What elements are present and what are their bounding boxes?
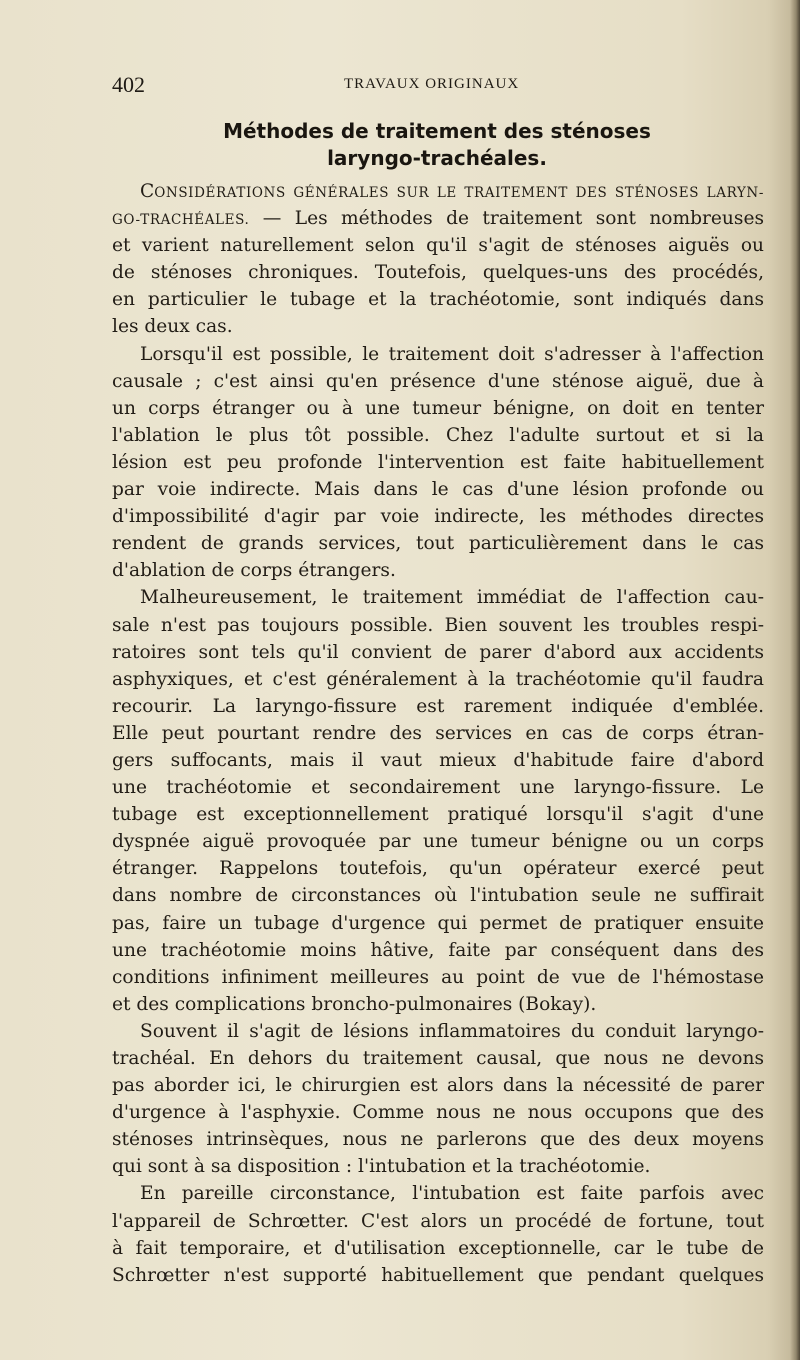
text-line: et des complications broncho-pulmonaires (Bokay). bbox=[112, 993, 597, 1015]
text-line: sténoses intrinsèques, nous ne parlerons que des deux moyens bbox=[112, 1129, 764, 1151]
text-line: En pareille circonstance, l'intubation est faite parfois avec bbox=[140, 1183, 764, 1205]
text-line: et varient naturellement selon qu'il s'agit de sténoses aiguës ou bbox=[112, 235, 764, 257]
text-line: ratoires sont tels qu'il convient de parer d'abord aux accidents bbox=[112, 641, 764, 663]
text-line: conditions infiniment meilleures au point de vue de l'hémostase bbox=[112, 966, 764, 988]
text-line: une trachéotomie moins hâtive, faite par conséquent dans des bbox=[112, 939, 764, 961]
text-line: Souvent il s'agit de lésions inflammatoires du conduit laryngo- bbox=[140, 1020, 764, 1042]
text-line: l'appareil de Schrœtter. C'est alors un procédé de fortune, tout bbox=[112, 1210, 764, 1232]
body-text bbox=[112, 178, 764, 1289]
text-line: par voie indirecte. Mais dans le cas d'une lésion profonde ou bbox=[112, 479, 764, 501]
page-number: 402 bbox=[112, 72, 145, 97]
text-line: sale n'est pas toujours possible. Bien souvent les troubles respi- bbox=[112, 614, 764, 636]
title-line-1: Méthodes de traitement des sténoses bbox=[223, 119, 651, 143]
text-line: Elle peut pourtant rendre des services en cas de corps étran- bbox=[112, 722, 764, 744]
text-line: tubage est exceptionnellement pratiqué lorsqu'il s'agit d'une bbox=[112, 804, 764, 826]
title-line-2: laryngo-trachéales. bbox=[327, 146, 547, 170]
text-line: GO-TRACHÉALES. — Les méthodes de traitement sont nombreuses bbox=[112, 208, 764, 230]
text-line: lésion est peu profonde l'intervention est faite habituellement bbox=[112, 451, 764, 473]
text-line: Malheureusement, le traitement immédiat de l'affection cau- bbox=[140, 587, 764, 609]
text-line: gers suffocants, mais il vaut mieux d'habitude faire d'abord bbox=[112, 749, 764, 771]
article-title bbox=[112, 118, 762, 172]
text-line: Schrœtter n'est supporté habituellement que pendant quelques bbox=[112, 1264, 764, 1286]
text-line: à fait temporaire, et d'utilisation exceptionnelle, car le tube de bbox=[112, 1237, 764, 1259]
text-line: asphyxiques, et c'est généralement à la trachéotomie qu'il faudra bbox=[112, 668, 764, 690]
text-line: les deux cas. bbox=[112, 316, 233, 338]
text-line: pas, faire un tubage d'urgence qui permet de pratiquer ensuite bbox=[112, 912, 764, 934]
text-line: dans nombre de circonstances où l'intubation seule ne suffirait bbox=[112, 885, 764, 907]
text-line: dyspnée aiguë provoquée par une tumeur bénigne ou un corps bbox=[112, 831, 764, 853]
text-line: Lorsqu'il est possible, le traitement doit s'adresser à l'affection bbox=[140, 343, 764, 365]
text-line: qui sont à sa disposition : l'intubation et la trachéotomie. bbox=[112, 1156, 651, 1178]
text-line: étranger. Rappelons toutefois, qu'un opérateur exercé peut bbox=[112, 858, 764, 880]
page-header bbox=[112, 72, 762, 100]
text-line: rendent de grands services, tout particulièrement dans le cas bbox=[112, 533, 764, 555]
text-line: de sténoses chroniques. Toutefois, quelques-uns des procédés, bbox=[112, 262, 764, 284]
text-line: d'ablation de corps étrangers. bbox=[112, 560, 396, 582]
text-line: trachéal. En dehors du traitement causal, que nous ne devons bbox=[112, 1048, 764, 1069]
text-line: une trachéotomie et secondairement une laryngo-fissure. Le bbox=[112, 777, 764, 799]
text-line: l'ablation le plus tôt possible. Chez l'adulte surtout et si la bbox=[112, 424, 764, 446]
text-line: un corps étranger ou à une tumeur bénigne, on doit en tenter bbox=[112, 397, 764, 419]
text-line: en particulier le tubage et la trachéotomie, sont indiqués dans bbox=[112, 289, 764, 311]
text-line: pas aborder ici, le chirurgien est alors dans la nécessité de parer bbox=[112, 1075, 764, 1097]
text-line: recourir. La laryngo-fissure est rarement indiquée d'emblée. bbox=[112, 695, 764, 717]
running-head: TRAVAUX ORIGINAUX bbox=[344, 76, 520, 92]
text-line: causale ; c'est ainsi qu'en présence d'une sténose aiguë, due à bbox=[112, 370, 764, 392]
text-line: d'impossibilité d'agir par voie indirecte, les méthodes directes bbox=[112, 506, 764, 528]
page-edge-shadow bbox=[790, 0, 800, 1360]
text-line: d'urgence à l'asphyxie. Comme nous ne nous occupons que des bbox=[112, 1102, 764, 1124]
text-line: CONSIDÉRATIONS GÉNÉRALES SUR LE TRAITEMENT DES STÉNOSES LARYN- bbox=[140, 181, 764, 202]
